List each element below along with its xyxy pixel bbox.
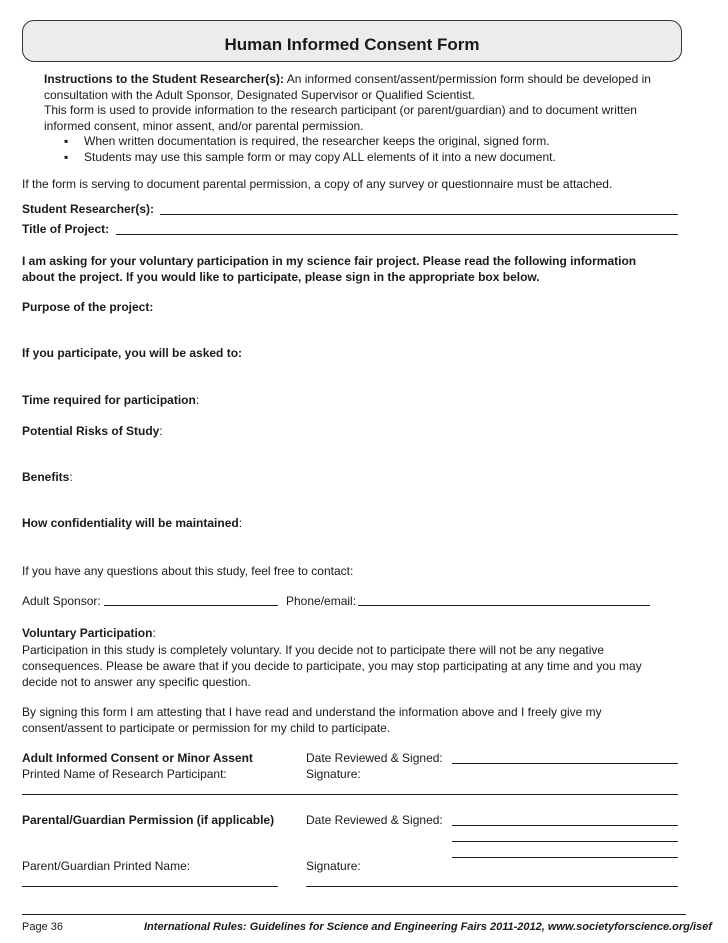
time-required: Time required for participation: — [22, 393, 200, 407]
instructions-line4: informed consent, minor assent, and/or parental permission. — [44, 118, 364, 133]
intro-line2: about the project. If you would like to participate, please sign in the appropriate box below. — [22, 270, 540, 284]
voluntary-line2: consequences. Please be aware that if you decide to participate, you may stop participating at any time and you may — [22, 659, 642, 673]
title-of-project-label: Title of Project: — [22, 222, 110, 236]
instructions-line2: consultation with the Adult Sponsor, Designated Supervisor or Qualified Scientist. — [44, 87, 475, 102]
parental-note: If the form is serving to document parental permission, a copy of any survey or questionnaire must be attached. — [22, 177, 613, 191]
instructions-label: Instructions to the Student Researcher(s): — [44, 72, 285, 86]
parent-date-reviewed-label: Date Reviewed & Signed: — [306, 813, 443, 827]
questions-text: If you have any questions about this study, feel free to contact: — [22, 564, 354, 578]
student-researchers-field[interactable] — [160, 214, 678, 215]
page-number: Page 36 — [22, 921, 63, 933]
intro-line1: I am asking for your voluntary participation in my science fair project. Please read the following information — [22, 254, 637, 268]
date-reviewed-field[interactable] — [452, 763, 678, 764]
participant-signature-line[interactable] — [22, 794, 678, 795]
attest-line2: consent/assent to participate or permission for my child to participate. — [22, 721, 391, 735]
purpose-label: Purpose of the project: — [22, 300, 154, 314]
signature-label: Signature: — [306, 767, 361, 781]
parent-date-field-3[interactable] — [452, 857, 678, 858]
date-reviewed-label: Date Reviewed & Signed: — [306, 751, 443, 765]
title-of-project-field[interactable] — [116, 234, 678, 235]
instructions-line1: An informed consent/assent/permission form should be developed in — [284, 72, 651, 86]
parental-permission-label: Parental/Guardian Permission (if applicable) — [22, 813, 275, 827]
parent-signature-label: Signature: — [306, 859, 361, 873]
instructions-line3: This form is used to provide information to the research participant (or parent/guardian) and to document written — [44, 103, 637, 117]
confidentiality: How confidentiality will be maintained: — [22, 516, 243, 530]
form-title: Human Informed Consent Form — [224, 35, 480, 54]
benefits: Benefits: — [22, 470, 73, 484]
bullet-icon: ▪ — [64, 149, 69, 164]
parent-date-field[interactable] — [452, 825, 678, 826]
parent-printed-name-field[interactable] — [22, 886, 278, 887]
instructions-bullet: ▪ When written documentation is required, the researcher keeps the original, signed form. — [64, 134, 550, 148]
adult-consent-label: Adult Informed Consent or Minor Assent — [22, 751, 253, 765]
instructions-block — [44, 72, 684, 165]
voluntary-line3: decide not to answer any specific question. — [22, 675, 251, 689]
asked-label: If you participate, you will be asked to: — [22, 346, 243, 360]
potential-risks: Potential Risks of Study: — [22, 424, 163, 438]
voluntary-line1: Participation in this study is completely voluntary. If you decide not to participate there will not be any negative — [22, 643, 605, 657]
adult-sponsor-label: Adult Sponsor: — [22, 594, 101, 608]
phone-email-field[interactable] — [358, 605, 650, 606]
parent-signature-field[interactable] — [306, 886, 678, 887]
printed-name-participant-label: Printed Name of Research Participant: — [22, 767, 227, 781]
parent-date-field-2[interactable] — [452, 841, 678, 842]
bullet-icon: ▪ — [64, 134, 69, 148]
phone-email-label: Phone/email: — [286, 594, 357, 608]
footer-divider — [22, 914, 686, 915]
parent-printed-name-label: Parent/Guardian Printed Name: — [22, 859, 191, 873]
adult-sponsor-field[interactable] — [104, 605, 278, 606]
voluntary-participation: Voluntary Participation: — [22, 626, 156, 640]
instructions-bullet: ▪ Students may use this sample form or may copy ALL elements of it into a new document. — [64, 149, 556, 164]
attest-line1: By signing this form I am attesting that I have read and understand the information above and I freely give my — [22, 705, 602, 719]
footer-citation: International Rules: Guidelines for Science and Engineering Fairs 2011-2012, www.societyforscience.org/isef — [144, 921, 712, 933]
student-researchers-label: Student Researcher(s): — [22, 202, 155, 216]
